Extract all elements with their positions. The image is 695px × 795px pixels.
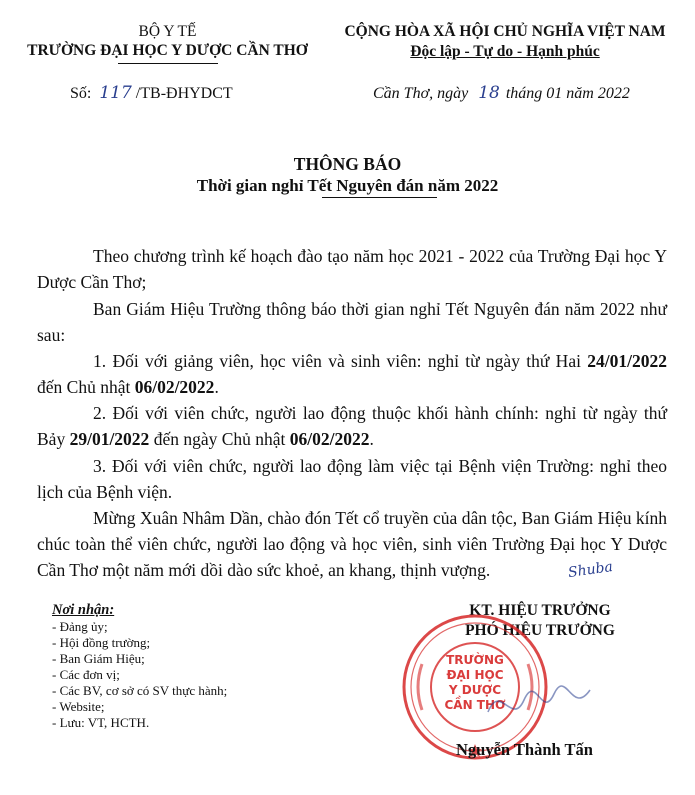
item1-text: 1. Đối với giảng viên, học viên và sinh viên: nghỉ từ ngày thứ Hai [93, 351, 588, 371]
stamp-line-2: ĐẠI HỌC [446, 668, 504, 682]
item1-start-date: 24/01/2022 [587, 351, 667, 371]
document-subtitle: Thời gian nghỉ Tết Nguyên đán năm 2022 [196, 176, 499, 195]
item-lecturers [37, 348, 667, 400]
item2-period: . [369, 429, 374, 449]
recipient-item: - Đảng ủy; [52, 619, 108, 634]
school-name: TRƯỜNG ĐẠI HỌC Y DƯỢC CẦN THƠ [27, 42, 308, 59]
recipient-item: - Hội đồng trường; [52, 635, 151, 650]
handwritten-signature [480, 672, 600, 732]
document-number [70, 83, 233, 103]
recipients-list [52, 619, 292, 731]
document-title: THÔNG BÁO [293, 154, 402, 174]
recipients-block [52, 601, 292, 731]
item-hospital: 3. Đối với viên chức, người lao động làm việc tại Bệnh viện Trường: nghỉ theo lịch của Bệnh viện. [37, 456, 667, 502]
document-date [373, 83, 630, 103]
recipient-item: - Các đơn vị; [52, 667, 120, 682]
header-divider [118, 63, 218, 64]
stamp-line-4: CẦN THƠ [444, 698, 506, 712]
number-suffix: /TB-ĐHYDCT [135, 85, 233, 102]
item1-end-date: 06/02/2022 [134, 377, 215, 397]
item-administrative [37, 400, 667, 452]
paragraph-greeting: Mừng Xuân Nhâm Dần, chào đón Tết cổ truyền của dân tộc, Ban Giám Hiệu kính chúc toàn thể viên chức, người lao động và học viên, sinh viên Trường Đại học Y Dược Cần Thơ một năm mới dồi dào sức khoẻ, an khang, thịnh vượng. [37, 508, 667, 580]
stamp-line-3: Y DƯỢC [448, 683, 502, 697]
number-prefix: Số: [70, 85, 92, 102]
right-header [330, 22, 680, 62]
item2-text-2: đến ngày Chủ nhật [149, 429, 290, 449]
recipient-item: - Các BV, cơ sở có SV thực hành; [52, 683, 228, 698]
number-handwritten: 117 [99, 83, 132, 103]
national-motto: Độc lập - Tự do - Hạnh phúc [410, 43, 600, 60]
signature-title-1: KT. HIỆU TRƯỞNG [469, 602, 611, 619]
date-day-handwritten: 18 [478, 83, 500, 103]
recipient-item: - Ban Giám Hiệu; [52, 651, 145, 666]
recipients-heading: Nơi nhận: [52, 602, 115, 618]
item1-text-2: đến Chủ nhật [37, 377, 135, 397]
recipient-item: - Website; [52, 699, 105, 714]
date-prefix: Cần Thơ, ngày [373, 85, 469, 102]
item2-end-date: 06/02/2022 [289, 429, 370, 449]
paragraph-intro: Theo chương trình kế hoạch đào tạo năm học 2021 - 2022 của Trường Đại học Y Dược Cần Thơ; [37, 246, 667, 292]
left-header [15, 22, 320, 64]
ministry-name: BỘ Y TẾ [138, 23, 197, 40]
item2-text: 2. Đối với viên chức, người lao động thuộc khối hành chính: nghỉ từ ngày thứ Bảy [37, 403, 667, 449]
initials-signature: Shuba [567, 558, 614, 582]
title-divider [322, 197, 437, 198]
date-suffix: tháng 01 năm 2022 [505, 85, 630, 102]
signature-title-2: PHÓ HIỆU TRƯỞNG [465, 622, 615, 639]
title-block [0, 153, 695, 198]
country-name: CỘNG HÒA XÃ HỘI CHỦ NGHĨA VIỆT NAM [344, 23, 666, 40]
paragraph-announcement: Ban Giám Hiệu Trường thông báo thời gian nghỉ Tết Nguyên đán năm 2022 như sau: [37, 299, 667, 345]
stamp-line-1: TRƯỜNG [446, 653, 504, 667]
signer-name: Nguyễn Thành Tấn [456, 740, 593, 759]
recipient-item: - Lưu: VT, HCTH. [52, 715, 150, 730]
item2-start-date: 29/01/2022 [69, 429, 150, 449]
item1-period: . [214, 377, 219, 397]
